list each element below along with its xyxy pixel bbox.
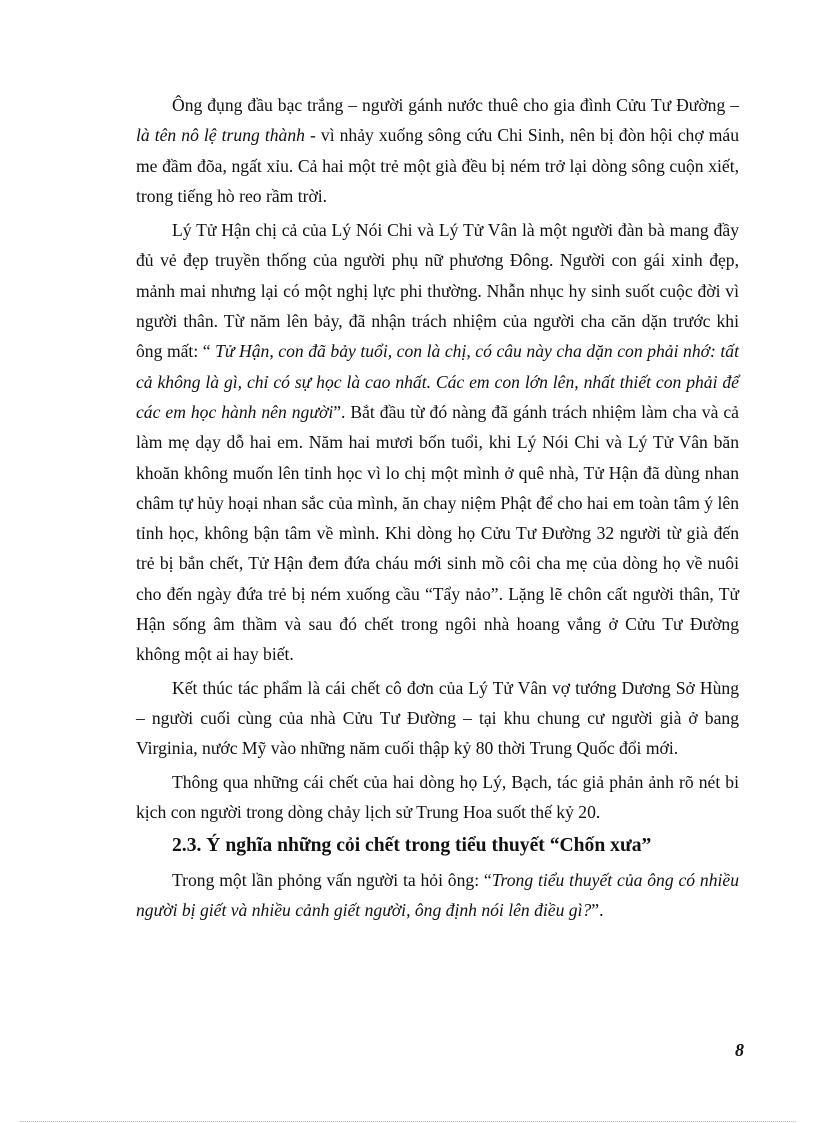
paragraph-ending: Kết thúc tác phẩm là cái chết cô đơn của Lý Tử Vân vợ tướng Dương Sở Hùng – người cuối cùng của nhà Cửu Tư Đường – tại khu chung cư người già ở bang Virginia, nước Mỹ vào những năm cuối thập kỷ 80 thời Trung Quốc đổi mới. (136, 677, 739, 759)
emphasis-text: là tên nô lệ trung thành (136, 125, 305, 146)
footer-divider (20, 1121, 796, 1122)
paragraph-summary: Thông qua những cái chết của hai dòng họ Lý, Bạch, tác giả phản ảnh rõ nét bi kịch con người trong dòng chảy lịch sử Trung Hoa suốt thế kỷ 20. (136, 771, 739, 822)
paragraph-text: ”. Bắt đầu từ đó nàng đã gánh trách nhiệm làm cha và cả làm mẹ dạy dỗ hai em. Năm hai mươi bốn tuổi, khi Lý Nói Chi và Lý Tử Vân băn khoăn không muốn lên tỉnh học vì lo chị một mình ở quê nhà, Tử Hận đã dùng nhan châm tự hủy hoại nhan sắc của mình, ăn chay niệm Phật để cho hai em toàn tâm ý lên tỉnh học, không bận tâm về mình. Khi dòng họ Cửu Tư Đường 32 người từ già đến trẻ bị bắn chết, Tử Hận đem đứa cháu mới sinh mồ côi cha mẹ của dòng họ về nuôi cho đến ngày đứa trẻ bị ném xuống cầu “Tẩy nảo”. Lặng lẽ chôn cất người thân, Tử Hận sống âm thầm và sau đó chết trong ngôi nhà hoang vắng ở Cửu Tư Đường không một ai hay biết. (136, 401, 739, 665)
father-quote: Tử Hận, con đã bảy tuổi, con là chị, có câu này cha dặn con phải nhớ: tất cả không là gì, chỉ có sự học là cao nhất. Các em con lớn lên, nhất thiết con phải để các em học hành nên người (136, 341, 739, 422)
paragraph-water-carrier (136, 90, 739, 211)
paragraph-interview (136, 865, 739, 926)
paragraph-text: Ông đụng đầu bạc trắng – người gánh nước thuê cho gia đình Cửu Tư Đường – (172, 95, 739, 115)
paragraph-text: Lý Tử Hận chị cả của Lý Nói Chi và Lý Tử Vân là một người đàn bà mang đầy đủ vẻ đẹp truyền thống của người phụ nữ phương Đông. Người con gái xinh đẹp, mảnh mai nhưng lại có một nghị lực phi thường. Nhẫn nhục hy sinh suốt cuộc đời vì người thân. Từ năm lên bảy, đã nhận trách nhiệm của người cha căn dặn trước khi ông mất: “ (136, 220, 739, 362)
paragraph-text: ”. (591, 900, 604, 921)
interview-quote: Trong tiểu thuyết của ông có nhiều người bị giết và nhiều cảnh giết người, ông định nói lên điều gì? (136, 870, 739, 921)
paragraph-text: Trong một lần phỏng vấn người ta hỏi ông: “ (172, 870, 492, 891)
document-body (136, 90, 739, 926)
paragraph-ly-tu-han (136, 215, 739, 669)
section-heading: 2.3. Ý nghĩa những cỏi chết trong tiểu thuyết “Chốn xưa” (172, 835, 652, 857)
paragraph-text: - vì nhảy xuống sông cứu Chi Sinh, nên bị đòn hội chợ máu me đầm đõa, ngất xỉu. Cả hai một trẻ một già đều bị ném trở lại dòng sông cuộn xiết, trong tiếng hò reo rầm trời. (136, 125, 739, 206)
page-number: 8 (735, 1040, 744, 1060)
